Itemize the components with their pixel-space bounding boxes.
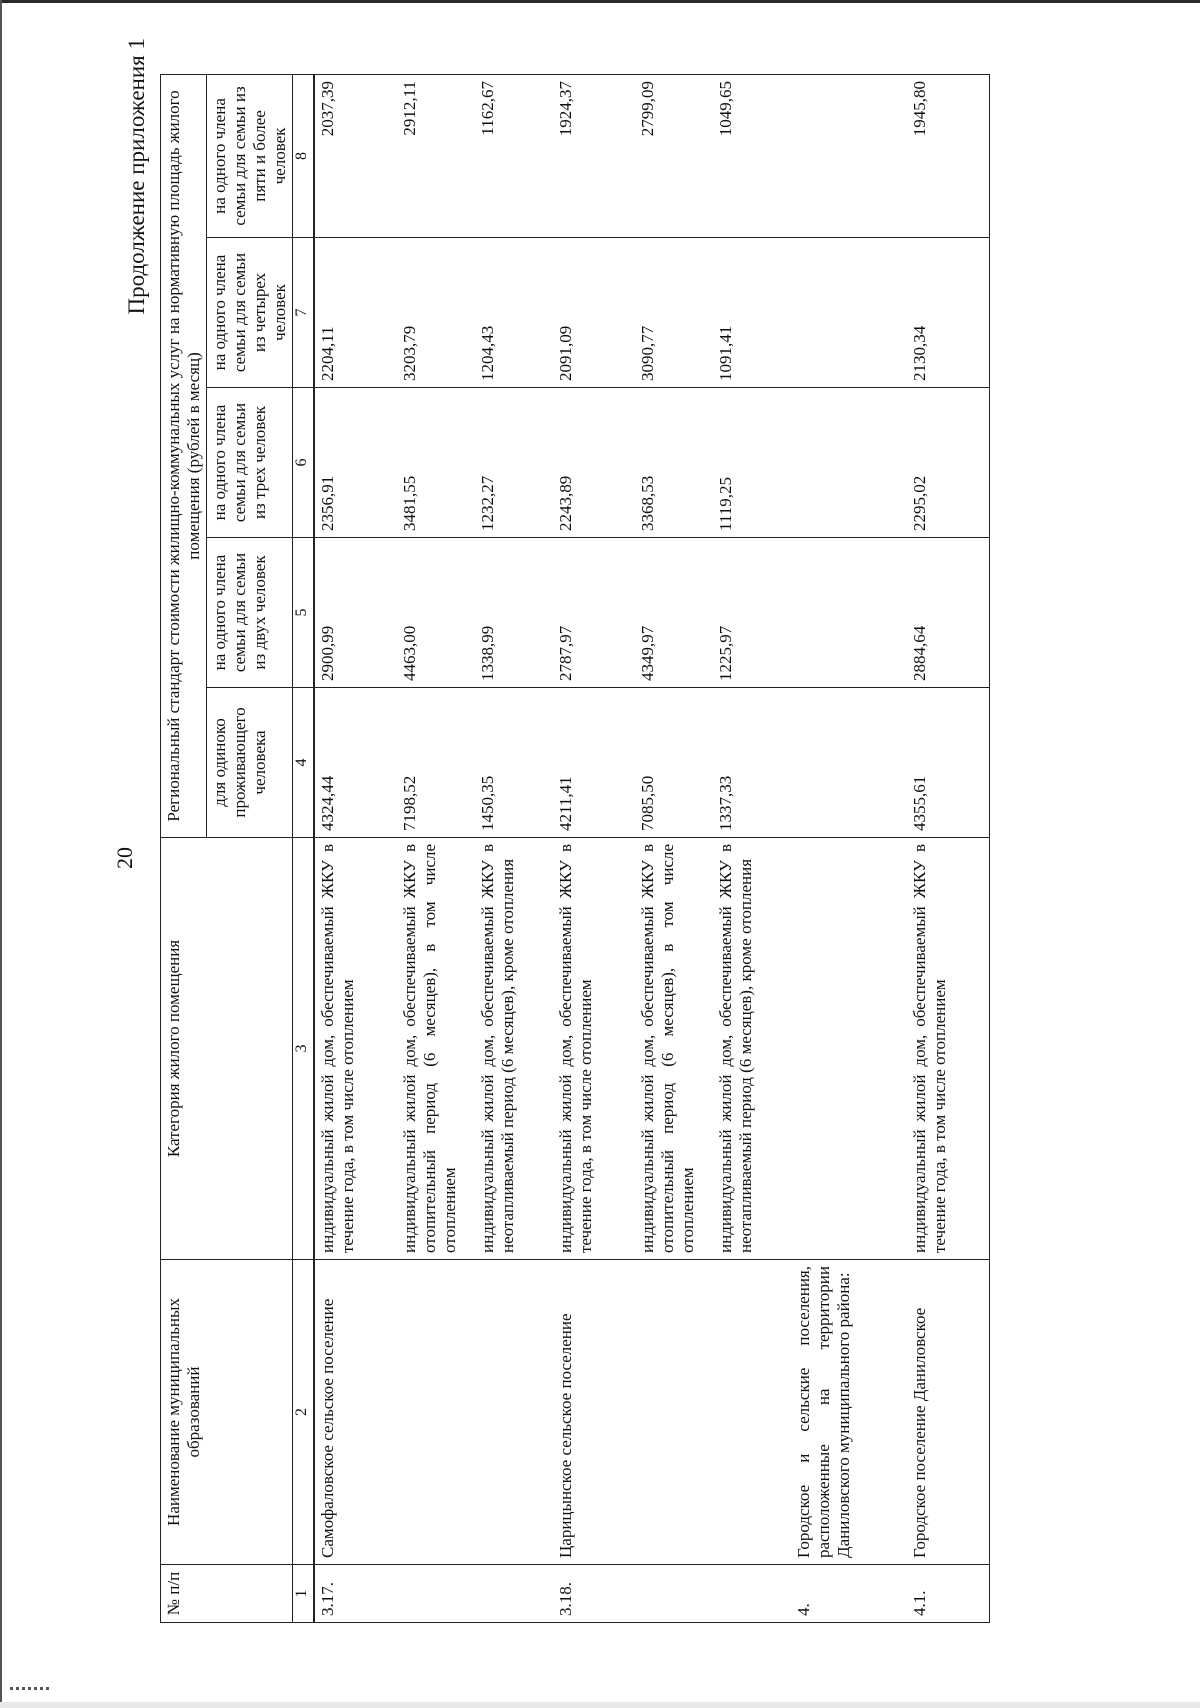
value-cell: 4349,97 [635,538,713,688]
row-name: Царицынское сельское поселение [553,1260,635,1565]
row-name [713,1260,791,1565]
row-num: 3.17. [314,1565,397,1623]
value-cell: 3481,55 [397,388,475,538]
header-num: № п/п [161,1565,293,1623]
row-category: индивидуальный жилой дом, обеспечиваемый ЖКУ в неотапливаемый период (6 месяцев), кроме отопления [713,838,791,1260]
value-cell: 2900,99 [314,538,397,688]
row-category: индивидуальный жилой дом, обеспечиваемый ЖКУ в неотапливаемый период (6 месяцев), кроме отопления [475,838,553,1260]
value-cell [791,74,907,237]
value-cell: 2243,89 [553,388,635,538]
row-category [791,838,907,1260]
header-col5: на одного члена семьи для семьи из двух человек [207,538,293,688]
value-cell: 1204,43 [475,238,553,388]
row-name: Городское и сельские поселения, расположенные на территории Даниловского муниципального района: [791,1260,907,1565]
header-category: Категория жилого помещения [161,838,293,1260]
header-group: Региональный стандарт стоимости жилищно-коммунальных услуг на нормативную площадь жилого помещения (рублей в месяц) [161,74,207,837]
value-cell: 7198,52 [397,688,475,838]
header-col6: на одного члена семьи для семьи из трех человек [207,388,293,538]
value-cell: 2130,34 [907,238,990,388]
table-row [553,74,635,1622]
value-cell [791,688,907,838]
row-num: 3.18. [553,1565,635,1623]
value-cell: 3090,77 [635,238,713,388]
column-number-row [293,74,315,1622]
value-cell: 2295,02 [907,388,990,538]
header-row-top [161,74,207,1622]
row-num: 4.1. [907,1565,990,1623]
value-cell: 4463,00 [397,538,475,688]
column-number: 5 [293,538,315,688]
value-cell: 1924,37 [553,74,635,237]
row-category: индивидуальный жилой дом, обеспечиваемый ЖКУ в течение года, в том числе отоплением [553,838,635,1260]
value-cell: 1945,80 [907,74,990,237]
value-cell: 7085,50 [635,688,713,838]
column-number: 6 [293,388,315,538]
column-number: 7 [293,238,315,388]
value-cell: 1225,97 [713,538,791,688]
page-number: 20 [112,847,137,869]
value-cell: 4211,41 [553,688,635,838]
value-cell: 2799,09 [635,74,713,237]
table-row [397,74,475,1622]
column-number: 2 [293,1260,315,1565]
value-cell: 1232,27 [475,388,553,538]
value-cell [791,538,907,688]
row-name: Самофаловское сельское поселение [314,1260,397,1565]
value-cell: 1338,99 [475,538,553,688]
value-cell: 2884,64 [907,538,990,688]
tariff-table [160,74,990,1623]
row-num [713,1565,791,1623]
row-category: индивидуальный жилой дом, обеспечиваемый ЖКУ в течение года, в том числе отоплением [907,838,990,1260]
table-row-section-heading [791,74,907,1622]
column-number: 8 [293,74,315,237]
header-name: Наименование муниципальных образований [161,1260,293,1565]
value-cell: 2091,09 [553,238,635,388]
row-num [475,1565,553,1623]
value-cell: 1337,33 [713,688,791,838]
row-name [635,1260,713,1565]
value-cell: 4324,44 [314,688,397,838]
value-cell: 2912,11 [397,74,475,237]
value-cell: 1162,67 [475,74,553,237]
table-row [475,74,553,1622]
table-row [314,74,397,1622]
value-cell: 2356,91 [314,388,397,538]
value-cell: 3368,53 [635,388,713,538]
value-cell: 2204,11 [314,238,397,388]
table-row [713,74,791,1622]
row-num: 4. [791,1565,907,1623]
row-category: индивидуальный жилой дом, обеспечиваемый ЖКУ в течение года, в том числе отоплением [314,838,397,1260]
row-category: индивидуальный жилой дом, обеспечиваемый ЖКУ в отопительный период (6 месяцев), в том числе отоплением [635,838,713,1260]
row-name: Городское поселение Даниловское [907,1260,990,1565]
row-name [397,1260,475,1565]
table-row [635,74,713,1622]
value-cell: 1119,25 [713,388,791,538]
value-cell: 1091,41 [713,238,791,388]
value-cell: 1049,65 [713,74,791,237]
header-col4: для одиноко проживающего человека [207,688,293,838]
value-cell [791,238,907,388]
continuation-label: Продолжение приложения 1 [124,38,149,315]
row-name [475,1260,553,1565]
value-cell: 4355,61 [907,688,990,838]
value-cell: 2787,97 [553,538,635,688]
table-row [907,74,990,1622]
value-cell [791,388,907,538]
header-col7: на одного члена семьи для семьи из четырех человек [207,238,293,388]
value-cell: 3203,79 [397,238,475,388]
value-cell: 2037,39 [314,74,397,237]
value-cell: 1450,35 [475,688,553,838]
row-num [397,1565,475,1623]
row-num [635,1565,713,1623]
column-number: 4 [293,688,315,838]
row-category: индивидуальный жилой дом, обеспечиваемый ЖКУ в отопительный период (6 месяцев), в том числе отоплением [397,838,475,1260]
header-col8: на одного члена семьи для семьи из пяти и более человек [207,74,293,237]
column-number: 3 [293,838,315,1260]
column-number: 1 [293,1565,315,1623]
